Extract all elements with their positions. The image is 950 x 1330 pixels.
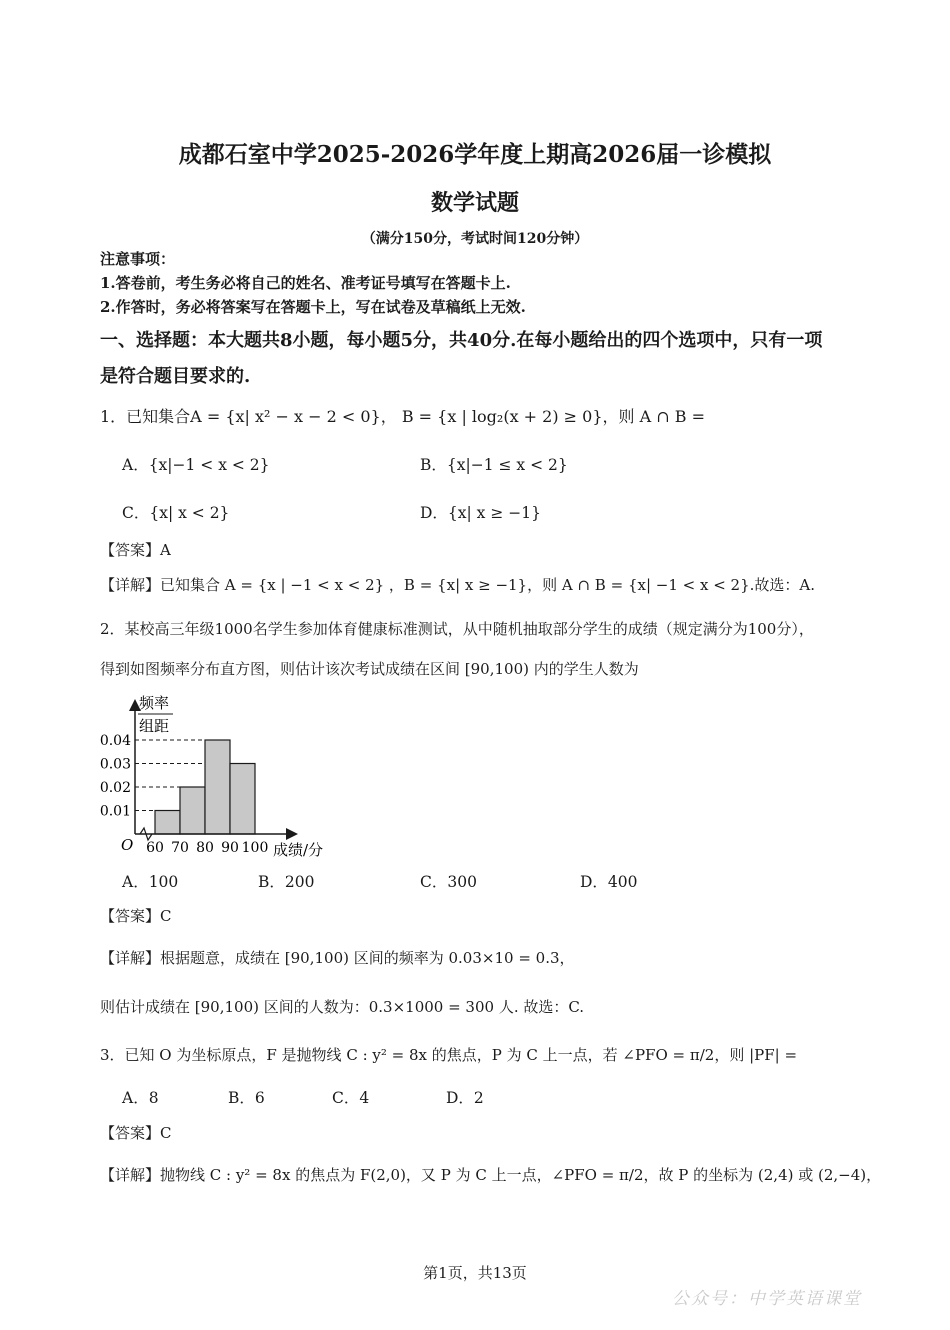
q2-option-c: C．300 [420,873,477,891]
x-tick-80: 80 [196,840,214,856]
histogram-bar-2 [180,787,205,834]
q3-option-c: C．4 [332,1089,370,1107]
q2-option-d: D．400 [580,873,638,891]
q2-stem-line2: 得到如图频率分布直方图，则估计该次考试成绩在区间 [90,100) 内的学生人数为 [100,660,639,678]
x-tick-90: 90 [221,840,239,856]
watermark: 公众号：中学英语课堂 [672,1289,862,1309]
frequency-histogram [95,690,345,865]
histogram-bar-1 [155,811,180,835]
x-axis-label: 成绩/分 [273,841,324,859]
q3-option-a: A．8 [122,1089,159,1107]
origin-label: O [121,836,134,854]
section-heading-line2: 是符合题目要求的. [100,366,251,387]
q3-detail: 【详解】抛物线 C : y² = 8x 的焦点为 F(2,0)，又 P 为 C 上一点，∠PFO = π/2，故 P 的坐标为 (2,4) 或 (2,−4)， [100,1166,882,1184]
y-tick-0.03: 0.03 [99,756,131,773]
histogram-bar-3 [205,740,230,834]
q2-answer: 【答案】C [100,907,172,925]
x-tick-60: 60 [146,840,164,856]
x-tick-100: 100 [241,840,269,856]
q2-stem-line1: 2．某校高三年级1000名学生参加体育健康标准测试，从中随机抽取部分学生的成绩（规定满分为100分）， [100,620,814,638]
q1-stem: 1．已知集合A = {x| x² − x − 2 < 0}， B = {x | log₂(x + 2) ≥ 0}，则 A ∩ B = [100,407,705,426]
q2-detail-line1: 【详解】根据题意，成绩在 [90,100) 区间的频率为 0.03×10 = 0.3， [100,949,575,967]
y-label-bottom: 组距 [139,717,170,735]
q3-option-b: B．6 [228,1089,265,1107]
exam-info: （满分150分，考试时间120分钟） [361,231,589,247]
y-label-top: 频率 [139,694,170,712]
notice-item-2: 2.作答时，务必将答案写在答题卡上，写在试卷及草稿纸上无效. [100,298,526,316]
x-tick-70: 70 [171,840,189,856]
histogram-bar-4 [230,764,255,835]
q3-stem: 3．已知 O 为坐标原点，F 是抛物线 C : y² = 8x 的焦点，P 为 C 上一点，若 ∠PFO = π/2，则 |PF| = [100,1046,798,1064]
subject-title: 数学试题 [430,190,519,216]
y-tick-0.04: 0.04 [99,733,131,749]
notice-heading: 注意事项： [100,250,176,268]
q1-option-d: D．{x| x ≥ −1} [420,504,541,522]
q1-option-c: C．{x| x < 2} [122,504,230,522]
q1-answer: 【答案】A [100,541,171,559]
y-tick-0.02: 0.02 [99,780,131,796]
q3-option-d: D．2 [446,1089,484,1107]
q2-option-a: A．100 [122,873,179,891]
q1-option-a: A．{x|−1 < x < 2} [122,456,270,474]
q2-option-b: B．200 [258,873,315,891]
q1-option-b: B．{x|−1 ≤ x < 2} [420,456,568,474]
notice-item-1: 1.答卷前，考生务必将自己的姓名、准考证号填写在答题卡上. [100,274,511,292]
y-tick-0.01: 0.01 [99,803,131,820]
page-footer: 第1页，共13页 [423,1264,527,1282]
q2-detail-line2: 则估计成绩在 [90,100) 区间的人数为：0.3×1000 = 300 人. 故选：C. [100,998,585,1016]
q3-answer: 【答案】C [100,1124,172,1142]
exam-title: 成都石室中学2025-2026学年度上期高2026届一诊模拟 [178,141,772,168]
section-heading-line1: 一、选择题：本大题共8小题，每小题5分，共40分.在每小题给出的四个选项中，只有一项 [100,330,823,351]
q1-detail: 【详解】已知集合 A = {x | −1 < x < 2} ，B = {x| x ≥ −1}，则 A ∩ B = {x| −1 < x < 2}.故选：A. [100,576,815,594]
